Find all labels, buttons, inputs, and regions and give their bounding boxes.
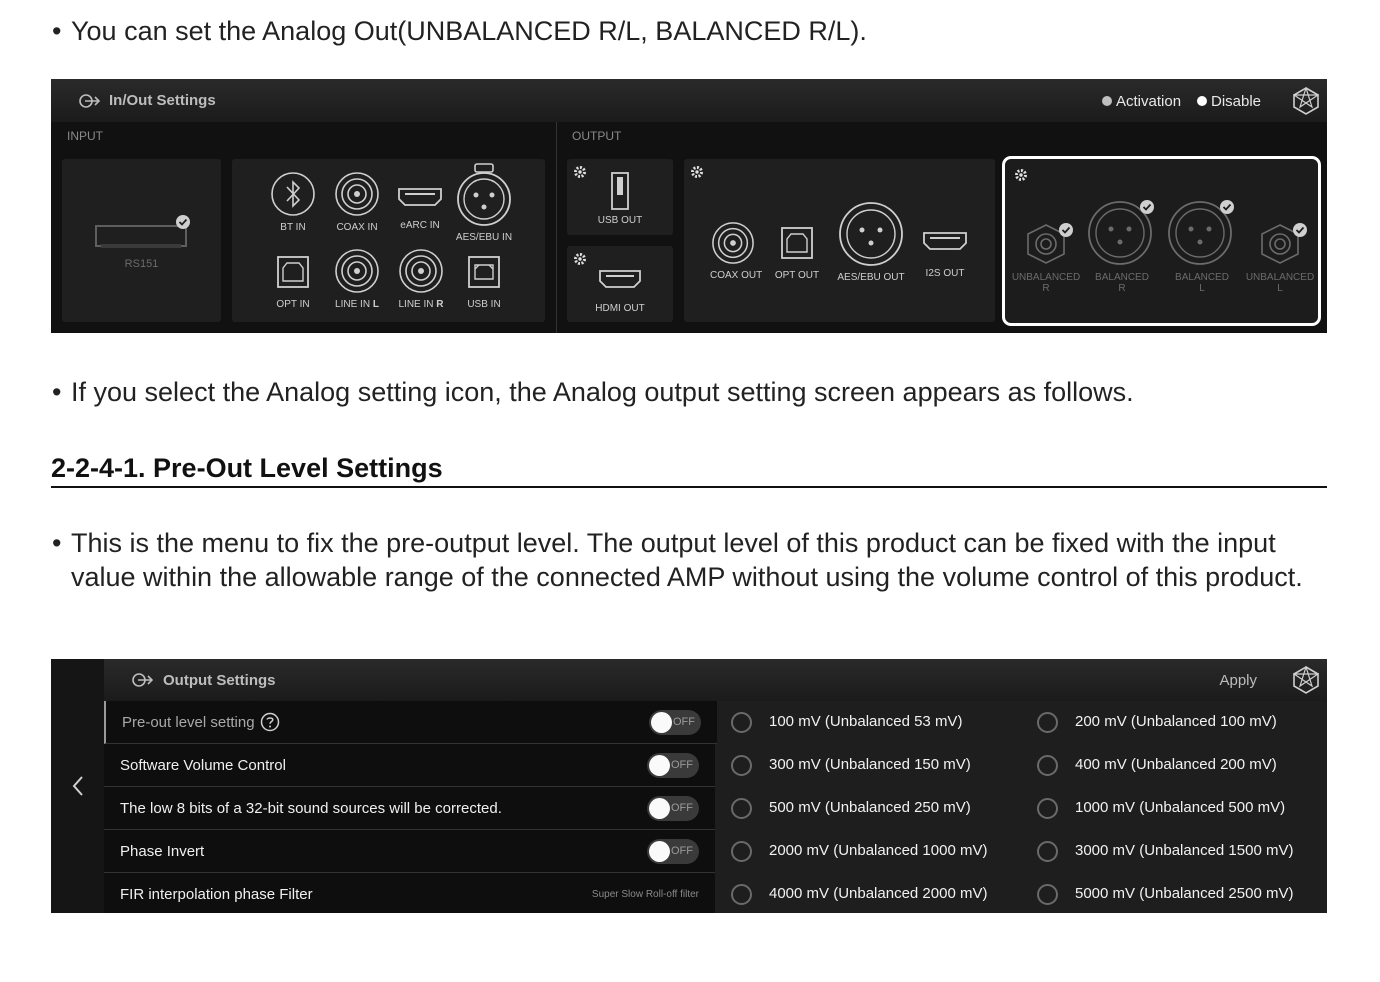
output-settings-screen bbox=[51, 659, 1327, 913]
bullet-text: If you select the Analog setting icon, the Analog output setting screen appears as follows. bbox=[71, 377, 1134, 407]
level-option[interactable]: 1000 mV (Unbalanced 500 mV) bbox=[1021, 787, 1327, 829]
usb-in-port[interactable]: USB IN bbox=[466, 254, 502, 310]
output-settings-header bbox=[104, 659, 1327, 701]
device-panel[interactable] bbox=[62, 159, 221, 322]
rca-icon bbox=[334, 248, 380, 294]
bullet-analog-setting bbox=[52, 375, 1134, 409]
input-section-label: INPUT bbox=[67, 129, 103, 143]
gear-icon[interactable] bbox=[573, 165, 587, 179]
bluetooth-icon bbox=[270, 171, 316, 217]
opt-out-port[interactable]: OPT OUT bbox=[774, 225, 820, 281]
level-option[interactable]: 2000 mV (Unbalanced 1000 mV) bbox=[715, 830, 1021, 872]
row-label: The low 8 bits of a 32-bit sound sources will be corrected. bbox=[120, 800, 502, 817]
radio-button[interactable] bbox=[731, 755, 752, 776]
usb-a-icon bbox=[610, 171, 630, 211]
bullet-dot: • bbox=[52, 16, 62, 46]
radio-button[interactable] bbox=[731, 712, 752, 733]
rca-icon bbox=[398, 248, 444, 294]
fir-filter-row[interactable] bbox=[104, 873, 715, 913]
usb-out-panel[interactable]: USB OUT bbox=[567, 159, 673, 235]
software-volume-toggle[interactable]: OFF bbox=[647, 753, 699, 778]
line-in-r-port[interactable]: LINE IN R bbox=[398, 248, 444, 310]
bullet-dot: • bbox=[52, 377, 62, 407]
legend-activation: Activation bbox=[1102, 93, 1181, 110]
phase-invert-toggle[interactable]: OFF bbox=[647, 839, 699, 864]
xlr-check-icon bbox=[1085, 195, 1159, 267]
section-heading: 2-2-4-1. Pre-Out Level Settings bbox=[51, 452, 1327, 488]
chevron-left-icon bbox=[71, 775, 85, 797]
radio-button[interactable] bbox=[1037, 884, 1058, 905]
pre-out-level-options bbox=[715, 701, 1327, 913]
software-volume-row[interactable] bbox=[104, 744, 715, 787]
gear-icon[interactable] bbox=[573, 252, 587, 266]
inout-arrows-icon bbox=[79, 93, 101, 109]
output-settings-title: Output Settings bbox=[163, 672, 276, 689]
toggle-knob bbox=[651, 712, 672, 733]
analog-outputs-panel[interactable] bbox=[1002, 156, 1321, 326]
earc-in-port[interactable]: eARC IN bbox=[395, 179, 445, 231]
radio-button[interactable] bbox=[1037, 712, 1058, 733]
inout-title: In/Out Settings bbox=[109, 92, 216, 109]
toggle-knob bbox=[649, 798, 670, 819]
hdmi-icon bbox=[597, 266, 643, 292]
inputs-panel bbox=[232, 159, 545, 322]
digital-outputs-panel bbox=[684, 159, 995, 322]
balanced-l-port[interactable]: BALANCED L bbox=[1165, 195, 1239, 294]
i2s-out-port[interactable]: I2S OUT bbox=[920, 229, 970, 279]
row-label: Pre-out level setting bbox=[122, 714, 255, 731]
coax-icon bbox=[334, 171, 380, 217]
xlr-check-icon bbox=[1165, 195, 1239, 267]
aes-ebu-out-port[interactable]: AES/EBU OUT bbox=[836, 201, 906, 283]
hdmi-icon bbox=[395, 179, 445, 215]
line-in-l-port[interactable]: LINE IN L bbox=[334, 248, 380, 310]
section-divider bbox=[556, 122, 557, 333]
balanced-r-port[interactable]: BALANCED R bbox=[1085, 195, 1159, 294]
legend-disable: Disable bbox=[1197, 93, 1261, 110]
level-option[interactable]: 300 mV (Unbalanced 150 mV) bbox=[715, 744, 1021, 786]
bullet-text: This is the menu to fix the pre-output level. The output level of this product can be fixed with the input value within the allowable range of the connected AMP without using the volume control of this product. bbox=[71, 528, 1303, 592]
xlr-icon bbox=[838, 201, 904, 267]
bullet-pre-out-description bbox=[52, 526, 1327, 594]
bullet-analog-out bbox=[52, 14, 867, 48]
coax-in-port[interactable]: COAX IN bbox=[334, 171, 380, 233]
toggle-knob bbox=[649, 755, 670, 776]
level-option[interactable]: 400 mV (Unbalanced 200 mV) bbox=[1021, 744, 1327, 786]
bullet-text: You can set the Analog Out(UNBALANCED R/L, BALANCED R/L). bbox=[71, 16, 867, 46]
unbalanced-l-port[interactable]: UNBALANCED L bbox=[1245, 221, 1315, 294]
brand-logo-icon[interactable] bbox=[1293, 666, 1319, 694]
coax-out-port[interactable]: COAX OUT bbox=[710, 221, 756, 281]
gear-icon[interactable] bbox=[690, 165, 704, 179]
settings-list bbox=[104, 701, 715, 913]
device-icon bbox=[93, 214, 193, 254]
help-icon[interactable] bbox=[260, 712, 280, 732]
low-bits-correction-row[interactable] bbox=[104, 787, 715, 830]
rca-check-icon bbox=[1016, 221, 1076, 267]
device-name: RS151 bbox=[124, 258, 159, 270]
hdmi-icon bbox=[920, 229, 970, 257]
coax-icon bbox=[711, 221, 755, 265]
radio-button[interactable] bbox=[1037, 798, 1058, 819]
radio-button[interactable] bbox=[731, 884, 752, 905]
disable-dot-icon bbox=[1197, 96, 1207, 106]
low-bits-toggle[interactable]: OFF bbox=[647, 796, 699, 821]
usb-b-icon bbox=[466, 254, 502, 290]
toggle-knob bbox=[649, 841, 670, 862]
pre-out-toggle[interactable]: OFF bbox=[649, 710, 701, 735]
row-label: FIR interpolation phase Filter bbox=[120, 886, 313, 903]
inout-settings-screen bbox=[51, 79, 1327, 333]
brand-logo-icon[interactable] bbox=[1293, 87, 1319, 115]
level-option[interactable]: 5000 mV (Unbalanced 2500 mV) bbox=[1021, 873, 1327, 913]
level-option[interactable]: 100 mV (Unbalanced 53 mV) bbox=[715, 701, 1021, 743]
level-option[interactable]: 4000 mV (Unbalanced 2000 mV) bbox=[715, 873, 1021, 913]
inout-header bbox=[51, 79, 1327, 122]
analog-settings-gear-icon[interactable] bbox=[1014, 168, 1028, 182]
level-option[interactable]: 500 mV (Unbalanced 250 mV) bbox=[715, 787, 1021, 829]
radio-button[interactable] bbox=[731, 798, 752, 819]
aes-ebu-in-port[interactable]: AES/EBU IN bbox=[454, 163, 514, 243]
optical-icon bbox=[779, 225, 815, 261]
back-button[interactable] bbox=[51, 659, 104, 913]
activation-dot-icon bbox=[1102, 96, 1112, 106]
radio-button[interactable] bbox=[1037, 841, 1058, 862]
output-section-label: OUTPUT bbox=[572, 129, 622, 143]
apply-button[interactable]: Apply bbox=[1219, 672, 1257, 689]
bullet-dot: • bbox=[52, 528, 62, 558]
radio-button[interactable] bbox=[731, 841, 752, 862]
pre-out-level-row[interactable] bbox=[104, 701, 717, 744]
opt-in-port[interactable]: OPT IN bbox=[275, 254, 311, 310]
unbalanced-r-port[interactable]: UNBALANCED R bbox=[1011, 221, 1081, 294]
inout-arrows-icon bbox=[132, 672, 154, 688]
xlr-icon bbox=[454, 163, 514, 227]
row-label: Software Volume Control bbox=[120, 757, 286, 774]
level-option[interactable]: 3000 mV (Unbalanced 1500 mV) bbox=[1021, 830, 1327, 872]
optical-icon bbox=[275, 254, 311, 290]
level-option[interactable]: 200 mV (Unbalanced 100 mV) bbox=[1021, 701, 1327, 743]
hdmi-out-panel[interactable]: HDMI OUT bbox=[567, 246, 673, 322]
row-label: Phase Invert bbox=[120, 843, 205, 860]
fir-filter-value: Super Slow Roll-off filter bbox=[591, 889, 699, 900]
radio-button[interactable] bbox=[1037, 755, 1058, 776]
rca-check-icon bbox=[1250, 221, 1310, 267]
phase-invert-row[interactable] bbox=[104, 830, 715, 873]
bt-in-port[interactable]: BT IN bbox=[270, 171, 316, 233]
